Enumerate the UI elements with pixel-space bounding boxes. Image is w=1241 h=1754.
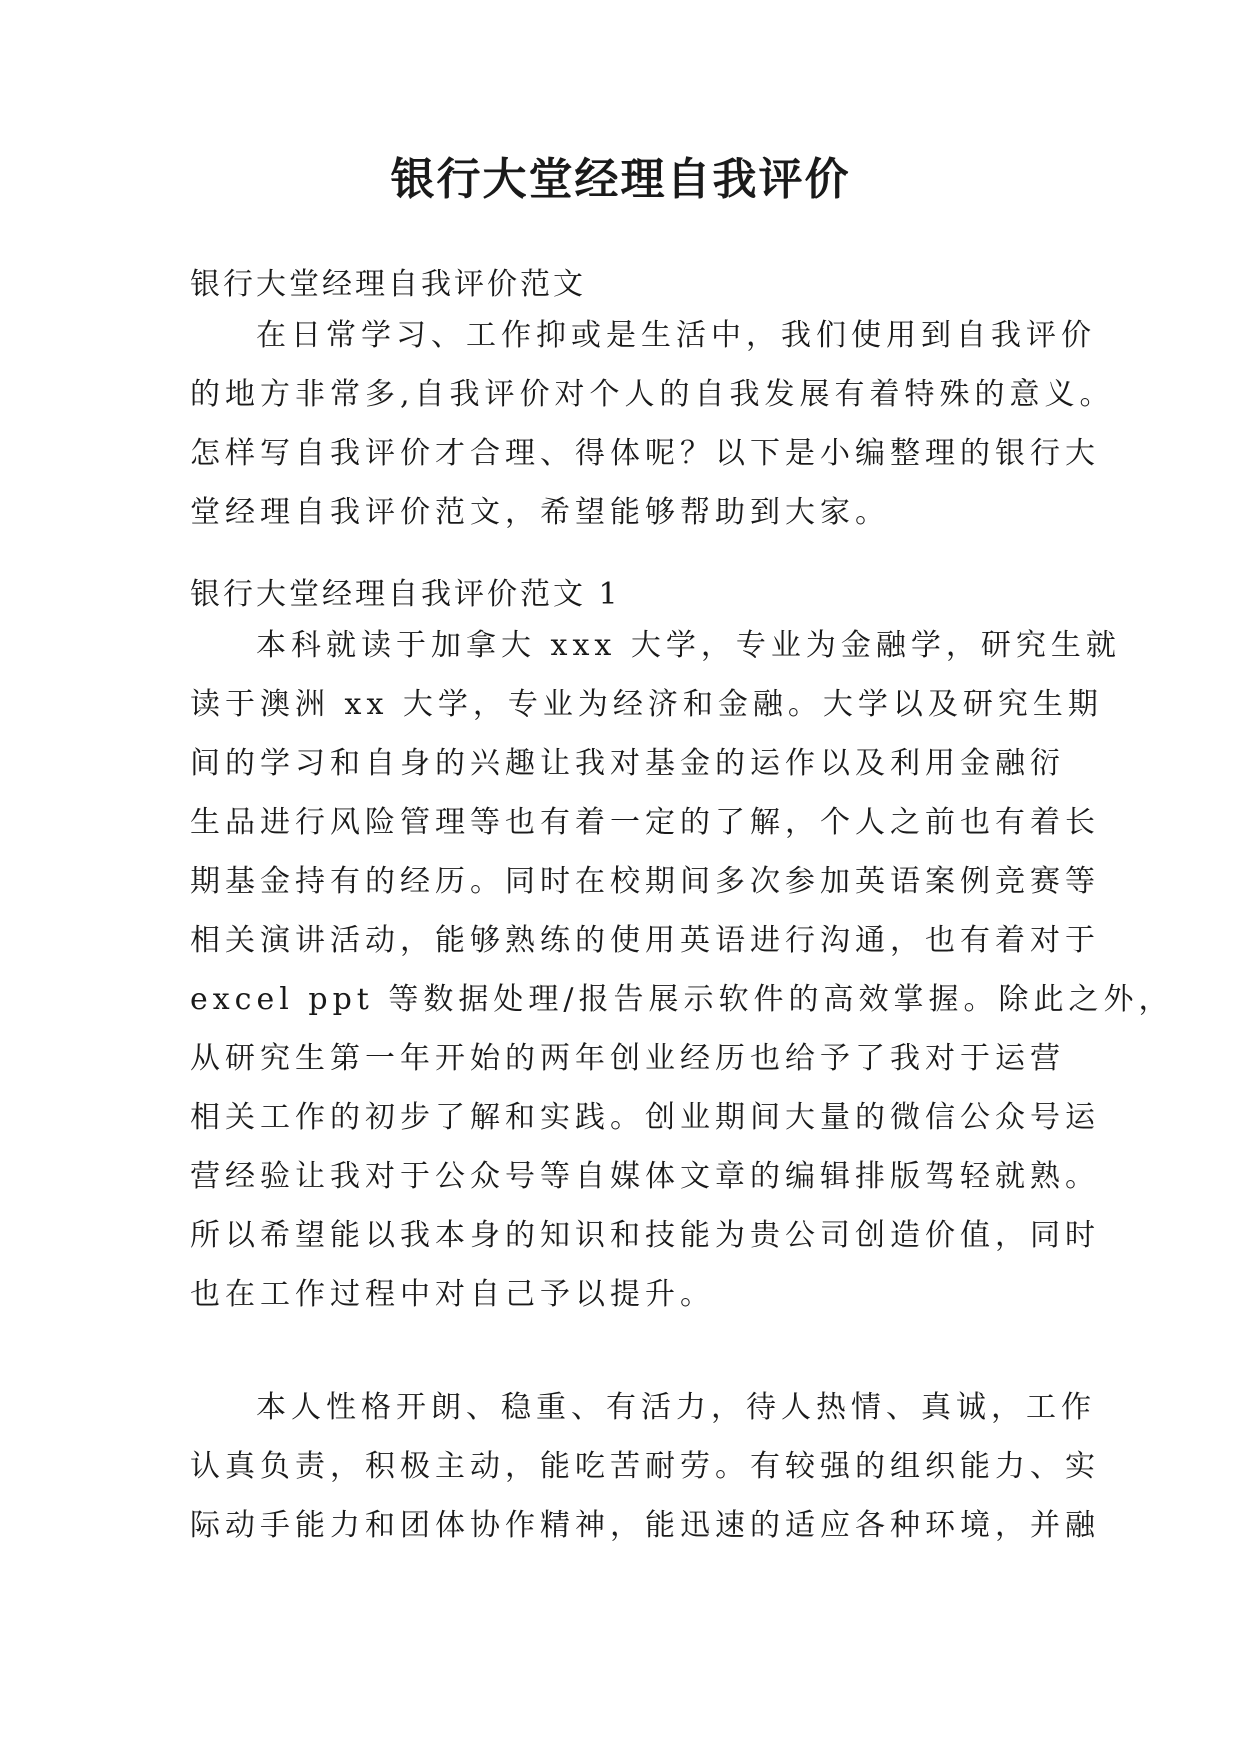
paragraph-line: 堂经理自我评价范文，希望能够帮助到大家。: [190, 495, 890, 530]
paragraph-line: 相关演讲活动，能够熟练的使用英语进行沟通，也有着对于: [190, 923, 1100, 958]
paragraph-line: 本科就读于加拿大 xxx 大学，专业为金融学，研究生就: [256, 628, 1121, 663]
paragraph-line: 间的学习和自身的兴趣让我对基金的运作以及利用金融衍: [190, 746, 1065, 781]
paragraph-line: 所以希望能以我本身的知识和技能为贵公司创造价值，同时: [190, 1218, 1100, 1253]
paragraph-line: 相关工作的初步了解和实践。创业期间大量的微信公众号运: [190, 1100, 1100, 1135]
paragraph-line: 际动手能力和团体协作精神，能迅速的适应各种环境，并融: [190, 1508, 1100, 1543]
paragraph-line: 生品进行风险管理等也有着一定的了解，个人之前也有着长: [190, 805, 1100, 840]
paragraph-line: 本人性格开朗、稳重、有活力，待人热情、真诚，工作: [256, 1390, 1096, 1425]
paragraph-line: 从研究生第一年开始的两年创业经历也给予了我对于运营: [190, 1041, 1065, 1076]
paragraph-line: 认真负责，积极主动，能吃苦耐劳。有较强的组织能力、实: [190, 1449, 1100, 1484]
paragraph-line: 的地方非常多,自我评价对个人的自我发展有着特殊的意义。: [190, 377, 1115, 412]
paragraph-line: 读于澳洲 xx 大学，专业为经济和金融。大学以及研究生期: [190, 687, 1103, 722]
paragraph-line: 怎样写自我评价才合理、得体呢？以下是小编整理的银行大: [190, 436, 1100, 471]
subtitle-heading: 银行大堂经理自我评价范文: [190, 267, 586, 302]
paragraph-line: excel ppt 等数据处理/报告展示软件的高效掌握。除此之外，: [190, 982, 1174, 1017]
section1-paragraph-2: [190, 1378, 1100, 1555]
section1-paragraph-1: [190, 616, 1174, 1324]
paragraph-line: 期基金持有的经历。同时在校期间多次参加英语案例竞赛等: [190, 864, 1100, 899]
paragraph-line: 在日常学习、工作抑或是生活中，我们使用到自我评价: [256, 318, 1096, 353]
paragraph-line: 也在工作过程中对自己予以提升。: [190, 1277, 715, 1312]
section1-heading: 银行大堂经理自我评价范文 1: [190, 577, 621, 612]
paragraph-line: 营经验让我对于公众号等自媒体文章的编辑排版驾轻就熟。: [190, 1159, 1100, 1194]
intro-paragraph: [190, 306, 1115, 542]
document-title: 银行大堂经理自我评价: [390, 154, 851, 205]
